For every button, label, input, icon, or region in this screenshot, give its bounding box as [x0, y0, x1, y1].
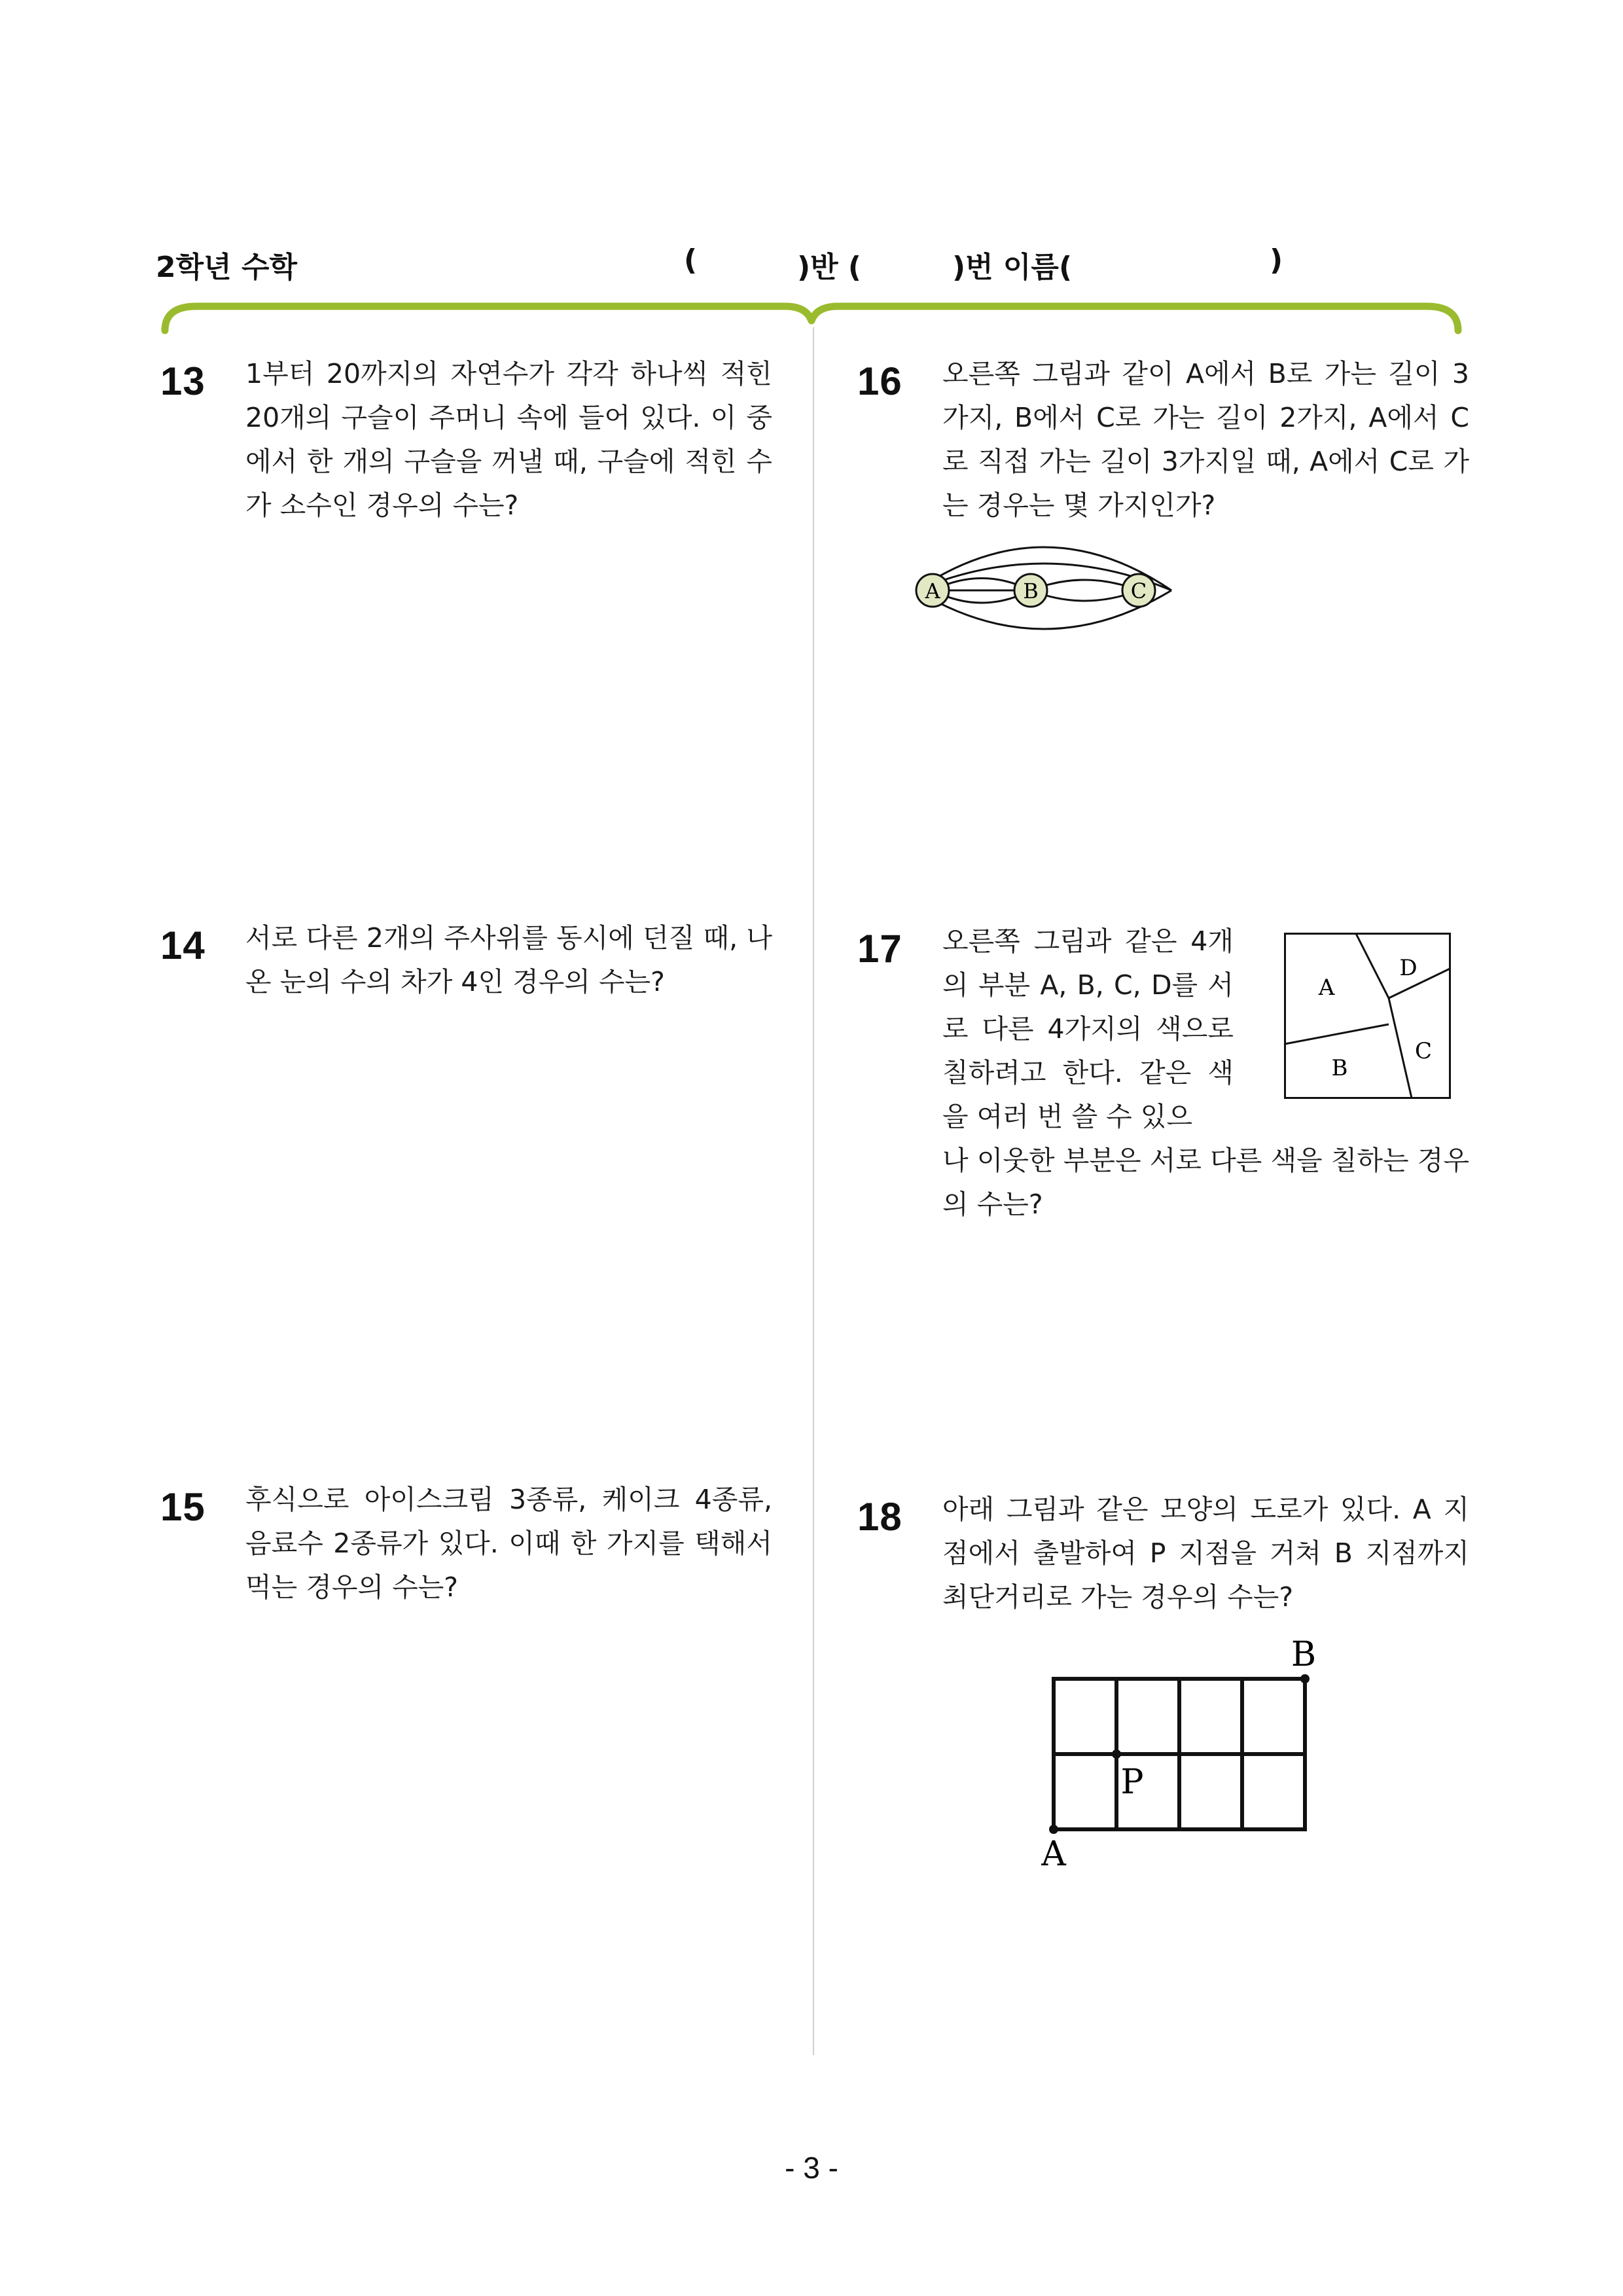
point-a-label: A: [1041, 1835, 1066, 1874]
column-divider: [813, 327, 814, 2055]
class-label: )반 (: [797, 251, 862, 284]
subject-title: 2학년 수학: [156, 251, 297, 284]
class-open-paren: (: [684, 243, 698, 277]
question-text-14: [245, 916, 772, 1004]
point-a: [1049, 1825, 1058, 1834]
node-a-label: A: [925, 579, 940, 603]
header-bracket: [0, 295, 1623, 347]
q18-road-grid: [1027, 1635, 1317, 1885]
point-p: [1112, 1749, 1121, 1759]
question-number-16: 16: [857, 359, 902, 403]
node-b-label: B: [1023, 579, 1039, 603]
question-number-14: 14: [160, 924, 205, 967]
question-16-body: 오른쪽 그림과 같이 A에서 B로 가는 길이 3가지, B에서 C로 가는 길이 2가지, A에서 C로 직접 가는 길이 3가지일 때, A에서 C로 가는 경우는 몇 가지인가?: [942, 358, 1469, 521]
question-13-body: 1부터 20까지의 자연수가 각각 하나씩 적힌 20개의 구슬이 주머니 속에 들어 있다. 이 중에서 한 개의 구슬을 꺼낼 때, 구슬에 적힌 수가 소수인 경우의 수는?: [245, 358, 772, 521]
number-name-label: )번 이름(: [952, 251, 1073, 284]
question-text-15: [245, 1478, 772, 1609]
question-text-17-narrow: [942, 920, 1234, 1139]
question-14-body: 서로 다른 2개의 주사위를 동시에 던질 때, 나온 눈의 수의 차가 4인 경우의 수는?: [245, 922, 772, 997]
question-number-17: 17: [857, 927, 902, 971]
question-text-17-wide: [942, 1139, 1469, 1227]
question-15-body: 후식으로 아이스크림 3종류, 케이크 4종류, 음료수 2종류가 있다. 이때 한 가지를 택해서 먹는 경우의 수는?: [245, 1484, 772, 1603]
question-17-body-wide: 나 이웃한 부분은 서로 다른 색을 칠하는 경우의 수는?: [942, 1145, 1469, 1220]
question-number-18: 18: [857, 1495, 902, 1539]
question-18-body: 아래 그림과 같은 모양의 도로가 있다. A 지점에서 출발하여 P 지점을 거쳐 B 지점까지 최단거리로 가는 경우의 수는?: [942, 1494, 1469, 1613]
node-c-label: C: [1130, 579, 1147, 603]
question-text-16: [942, 352, 1469, 528]
point-b: [1300, 1674, 1310, 1683]
question-number-13: 13: [160, 359, 205, 403]
name-close-paren: ): [1270, 243, 1283, 277]
region-c-label: C: [1414, 1038, 1433, 1064]
question-number-15: 15: [160, 1485, 205, 1529]
page-number: - 3 -: [785, 2151, 838, 2185]
q17-region-diagram: [1284, 933, 1452, 1099]
q16-nodes: [925, 530, 1204, 661]
region-a-label: A: [1318, 975, 1335, 1001]
question-text-13: [245, 352, 772, 528]
question-17-body-narrow: 오른쪽 그림과 같은 4개의 부분 A, B, C, D를 서로 다른 4가지의 색으로 칠하려고 한다. 같은 색을 여러 번 쓸 수 있으: [942, 925, 1234, 1132]
region-b-label: B: [1331, 1055, 1348, 1081]
question-text-18: [942, 1488, 1469, 1619]
point-p-label: P: [1120, 1763, 1144, 1802]
region-d-label: D: [1399, 955, 1418, 981]
point-b-label: B: [1291, 1635, 1317, 1674]
